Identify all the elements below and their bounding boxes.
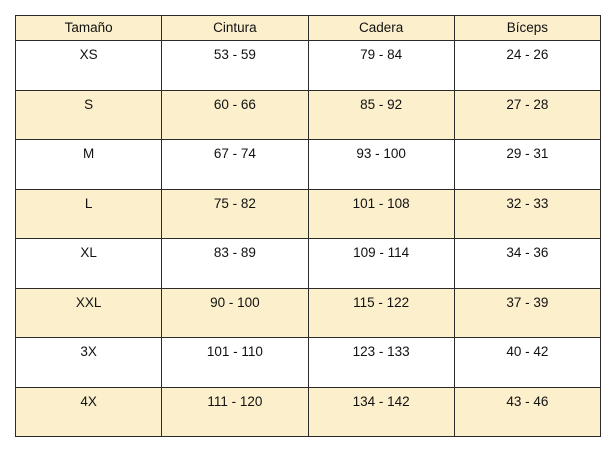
table-row bbox=[16, 90, 601, 140]
biceps-cell: 24 - 26 bbox=[454, 41, 600, 91]
biceps-cell: 27 - 28 bbox=[454, 90, 600, 140]
hip-cell: 79 - 84 bbox=[308, 41, 454, 91]
waist-cell: 83 - 89 bbox=[162, 239, 308, 289]
hip-cell: 109 - 114 bbox=[308, 239, 454, 289]
hip-cell: 134 - 142 bbox=[308, 387, 454, 437]
table-row bbox=[16, 41, 601, 91]
size-cell: XL bbox=[16, 239, 162, 289]
biceps-cell: 37 - 39 bbox=[454, 288, 600, 338]
biceps-cell: 34 - 36 bbox=[454, 239, 600, 289]
hip-cell: 115 - 122 bbox=[308, 288, 454, 338]
table-row bbox=[16, 288, 601, 338]
size-cell: 4X bbox=[16, 387, 162, 437]
size-cell: XS bbox=[16, 41, 162, 91]
waist-cell: 67 - 74 bbox=[162, 140, 308, 190]
size-cell: XXL bbox=[16, 288, 162, 338]
size-cell: L bbox=[16, 189, 162, 239]
hip-cell: 123 - 133 bbox=[308, 338, 454, 388]
biceps-cell: 40 - 42 bbox=[454, 338, 600, 388]
size-cell: 3X bbox=[16, 338, 162, 388]
waist-cell: 60 - 66 bbox=[162, 90, 308, 140]
table-row bbox=[16, 140, 601, 190]
waist-cell: 90 - 100 bbox=[162, 288, 308, 338]
header-row bbox=[16, 16, 601, 41]
waist-cell: 53 - 59 bbox=[162, 41, 308, 91]
hip-cell: 101 - 108 bbox=[308, 189, 454, 239]
hip-cell: 85 - 92 bbox=[308, 90, 454, 140]
waist-cell: 75 - 82 bbox=[162, 189, 308, 239]
biceps-cell: 29 - 31 bbox=[454, 140, 600, 190]
size-cell: M bbox=[16, 140, 162, 190]
table-row bbox=[16, 387, 601, 437]
table-row bbox=[16, 189, 601, 239]
size-chart-table bbox=[15, 15, 601, 437]
size-cell: S bbox=[16, 90, 162, 140]
header-hip: Cadera bbox=[308, 16, 454, 41]
waist-cell: 111 - 120 bbox=[162, 387, 308, 437]
header-waist: Cintura bbox=[162, 16, 308, 41]
waist-cell: 101 - 110 bbox=[162, 338, 308, 388]
table-row bbox=[16, 239, 601, 289]
hip-cell: 93 - 100 bbox=[308, 140, 454, 190]
biceps-cell: 32 - 33 bbox=[454, 189, 600, 239]
header-size: Tamaño bbox=[16, 16, 162, 41]
table-row bbox=[16, 338, 601, 388]
header-biceps: Bíceps bbox=[454, 16, 600, 41]
biceps-cell: 43 - 46 bbox=[454, 387, 600, 437]
